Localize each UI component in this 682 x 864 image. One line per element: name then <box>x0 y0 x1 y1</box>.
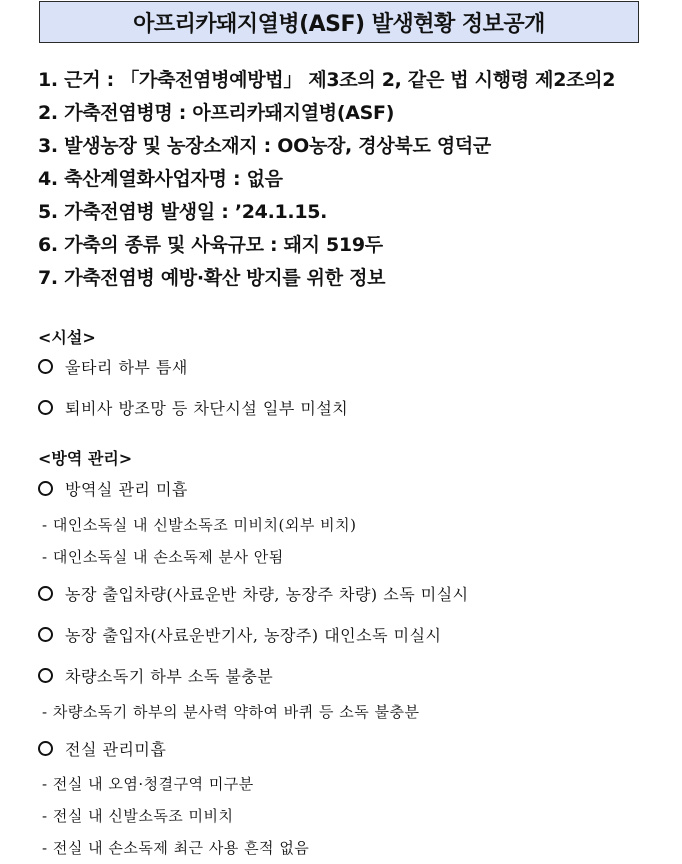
circle-bullet-icon <box>38 627 53 642</box>
info-item-disease-name: 2. 가축전염병명 : 아프리카돼지열병(ASF) <box>38 102 395 124</box>
circle-bullet-icon <box>38 668 53 683</box>
quarantine-line: 차량소독기 하부 소독 불충분 <box>38 664 273 687</box>
info-item-basis: 1. 근거 : 「가축전염병예방법」 제3조의 2, 같은 법 시행령 제2조의2 <box>38 69 616 91</box>
quarantine-line: 농장 출입차량(사료운반 차량, 농장주 차량) 소독 미실시 <box>38 582 469 605</box>
page-title: 아프리카돼지열병(ASF) 발생현황 정보공개 <box>39 1 639 43</box>
circle-bullet-icon <box>38 400 53 415</box>
quarantine-line: 방역실 관리 미흡 <box>38 477 188 500</box>
circle-bullet-icon <box>38 741 53 756</box>
circle-bullet-icon <box>38 586 53 601</box>
info-item-integrator: 4. 축산계열화사업자명 : 없음 <box>38 168 283 190</box>
quarantine-subline: - 전실 내 오염·청결구역 미구분 <box>42 775 254 793</box>
info-item-outbreak-date: 5. 가축전염병 발생일 : ’24.1.15. <box>38 201 328 223</box>
info-item-prevention-info: 7. 가축전염병 예방·확산 방지를 위한 정보 <box>38 267 386 289</box>
numbered-info-list <box>38 64 678 295</box>
circle-bullet-icon <box>38 359 53 374</box>
quarantine-subline: - 대인소독실 내 신발소독조 미비치(외부 비치) <box>42 516 357 534</box>
quarantine-line: 농장 출입자(사료운반기사, 농장주) 대인소독 미실시 <box>38 623 442 646</box>
quarantine-subline: - 대인소독실 내 손소독제 분사 안됨 <box>42 548 284 566</box>
facility-line: 퇴비사 방조망 등 차단시설 일부 미설치 <box>38 396 348 419</box>
quarantine-heading: <방역 관리> <box>38 449 133 468</box>
facility-line: 울타리 하부 틈새 <box>38 355 188 378</box>
info-item-farm-location: 3. 발생농장 및 농장소재지 : OO농장, 경상북도 영덕군 <box>38 135 491 157</box>
quarantine-line: 전실 관리미흡 <box>38 737 166 760</box>
quarantine-subline: - 전실 내 신발소독조 미비치 <box>42 807 234 825</box>
quarantine-subline: - 전실 내 손소독제 최근 사용 흔적 없음 <box>42 839 310 857</box>
info-item-livestock-scale: 6. 가축의 종류 및 사육규모 : 돼지 519두 <box>38 234 383 256</box>
quarantine-subline: - 차량소독기 하부의 분사력 약하여 바퀴 등 소독 불충분 <box>42 703 420 721</box>
facility-heading: <시설> <box>38 328 96 347</box>
circle-bullet-icon <box>38 481 53 496</box>
